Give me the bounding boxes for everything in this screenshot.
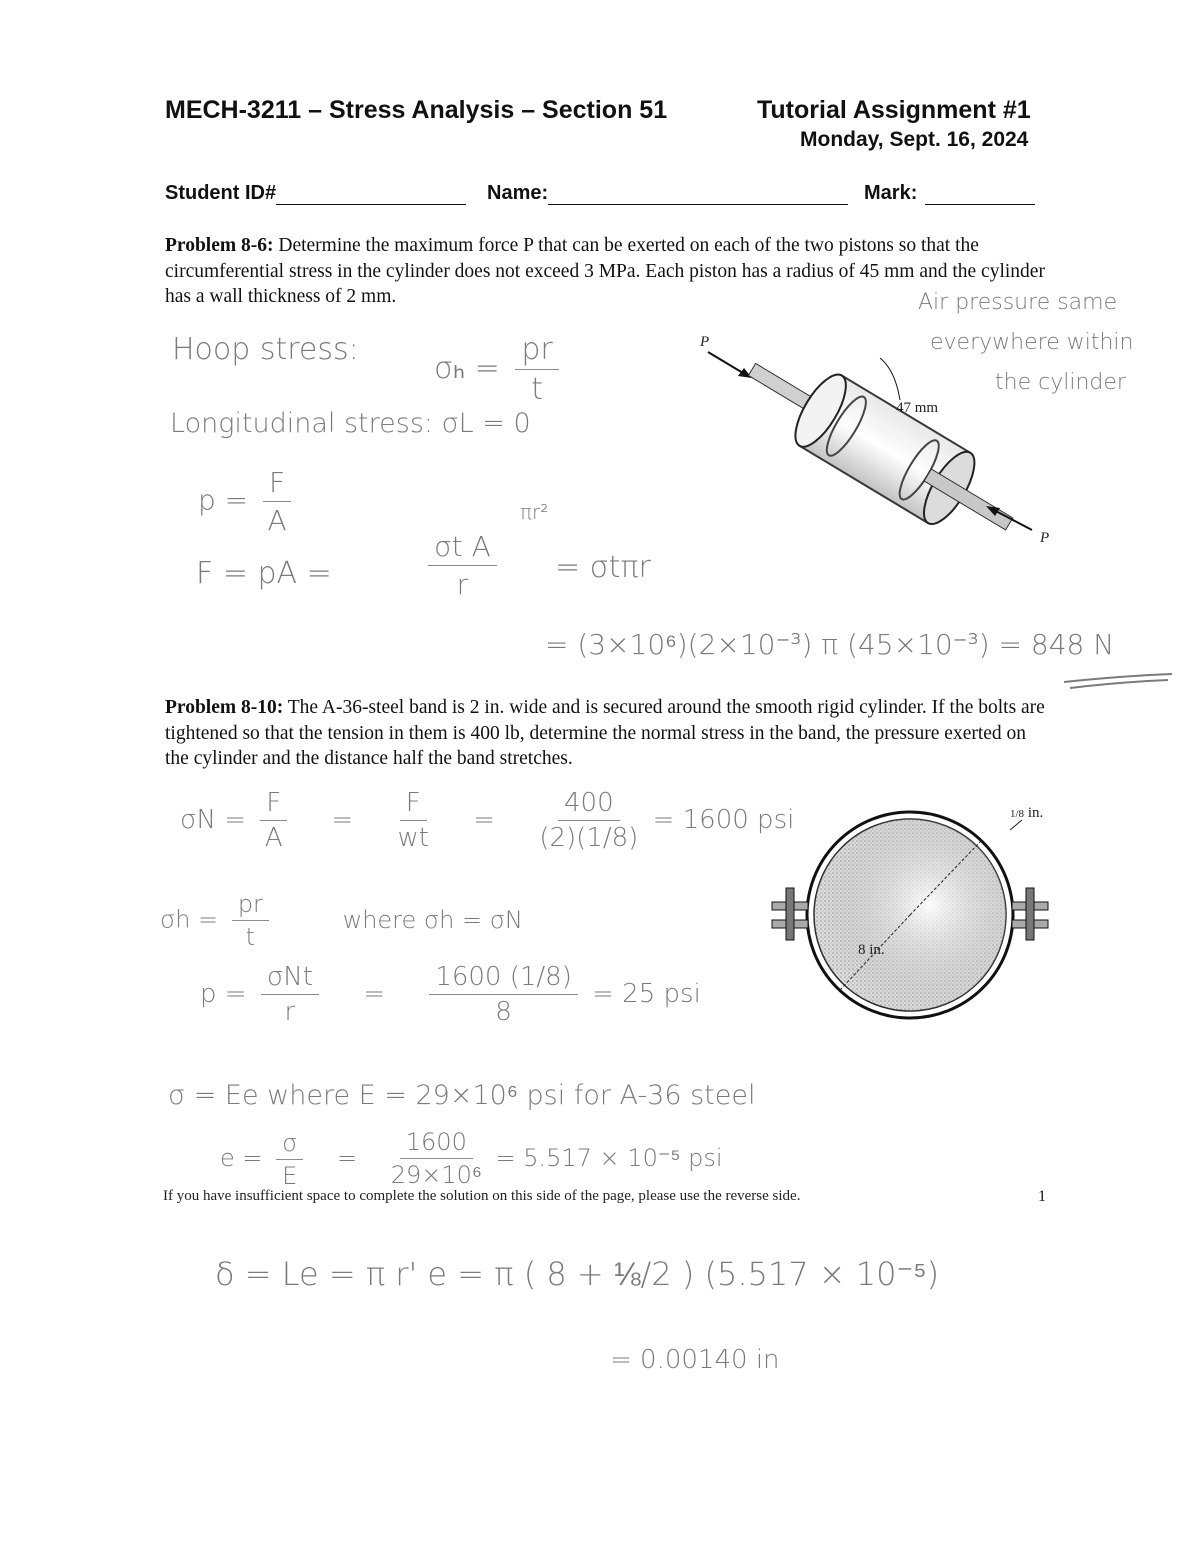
student-id-field (165, 182, 466, 205)
hw-pressure2-eq: p = $\frac{\text{σNt}}{r}$ = $\frac{1600 (1/8)}{8}$ = 25 psi (200, 962, 701, 1027)
student-id-blank (276, 186, 466, 205)
hw-normal-stress-eq: σN = $\frac{F}{A}$ = $\frac{F}{wt}$ = $\frac{400}{(2)(1/8)}$ = 1600 psi (180, 788, 795, 853)
problem-8-10-statement (165, 695, 1050, 772)
assignment-title: Tutorial Assignment #1 (757, 96, 1031, 124)
hw-strain-eq: e = $\frac{\sigma}{E}$ = $\frac{1600}{\text{29×10⁶}}$ = 5.517 × 10⁻⁵ psi (220, 1128, 723, 1190)
hw-force-aside: πr² (520, 500, 549, 524)
hw-note-line1: Air pressure same (918, 290, 1118, 315)
footer-note: If you have insufficient space to complete the solution on this side of the page, please use the reverse side. (163, 1188, 801, 1204)
problem-8-6-title: Problem 8-6: (165, 235, 274, 256)
force-label-bottom: P (1040, 530, 1050, 546)
hw-hooke-law: σ = Ee where E = 29×10⁶ psi for A-36 steel (168, 1080, 756, 1111)
hw-force-frac: $\frac{\text{σt A}}{r}$ (422, 530, 503, 601)
hw-note-line2: everywhere within (930, 330, 1134, 355)
problem-8-6-text: Determine the maximum force P that can be exerted on each of the two pistons so that the circumferential stress in the cylinder does not exceed 3 MPa. Each piston has a radius of 45 mm and the cylinder has a wall thickness of 2 mm. (165, 235, 1045, 307)
answer-underline (1060, 668, 1180, 692)
band-thickness-label: 1/8 in. (1010, 805, 1044, 821)
assignment-date: Monday, Sept. 16, 2024 (800, 128, 1029, 151)
page-number: 1 (1038, 1188, 1046, 1205)
name-field (487, 182, 848, 205)
hw-hoop-stress-eq: σh = $\frac{pr}{t}$ where σh = σN (160, 890, 523, 951)
hw-force-lhs: F = pA = (196, 556, 332, 591)
hw-hoop-label: Hoop stress: (172, 332, 359, 367)
course-title: MECH-3211 – Stress Analysis – Section 51 (165, 96, 668, 124)
problem-8-10-title: Problem 8-10: (165, 697, 284, 718)
mark-field (864, 182, 1035, 205)
cylinder-diameter-label: 8 in. (858, 942, 885, 958)
problem-8-10-text: The A-36-steel band is 2 in. wide and is secured around the smooth rigid cylinder. If the bolts are tightened so that the tension in them is 400 lb, determine the normal stress in the band, the pressure exerted on the cylinder and the distance half the band stretches. (165, 697, 1045, 769)
name-label: Name: (487, 182, 549, 204)
cylinder-dimension: 47 mm (896, 400, 939, 416)
hw-elongation-eq: δ = Le = π r' e = π ( 8 + ⅛/2 ) (5.517 × 10⁻⁵) (215, 1255, 940, 1293)
cylinder-piston-figure (690, 330, 1060, 560)
band-cylinder-figure (760, 800, 1060, 1050)
hw-force-result: = (3×10⁶)(2×10⁻³) π (45×10⁻³) = 848 N (545, 628, 1115, 661)
hw-pressure-eq: p = $\frac{F}{A}$ (198, 466, 297, 537)
hw-elongation-result: = 0.00140 in (610, 1345, 780, 1375)
mark-blank (925, 186, 1035, 205)
hw-force-rhs: = σtπr (555, 550, 651, 585)
hw-note-line3: the cylinder (995, 370, 1126, 395)
name-blank (548, 186, 848, 205)
hw-hoop-eq: σₕ = $\frac{pr}{t}$ (434, 332, 565, 407)
student-id-label: Student ID# (165, 182, 277, 204)
hw-longitudinal: Longitudinal stress: σL = 0 (170, 408, 531, 439)
force-label-top: P (700, 334, 710, 350)
mark-label: Mark: (864, 182, 918, 204)
